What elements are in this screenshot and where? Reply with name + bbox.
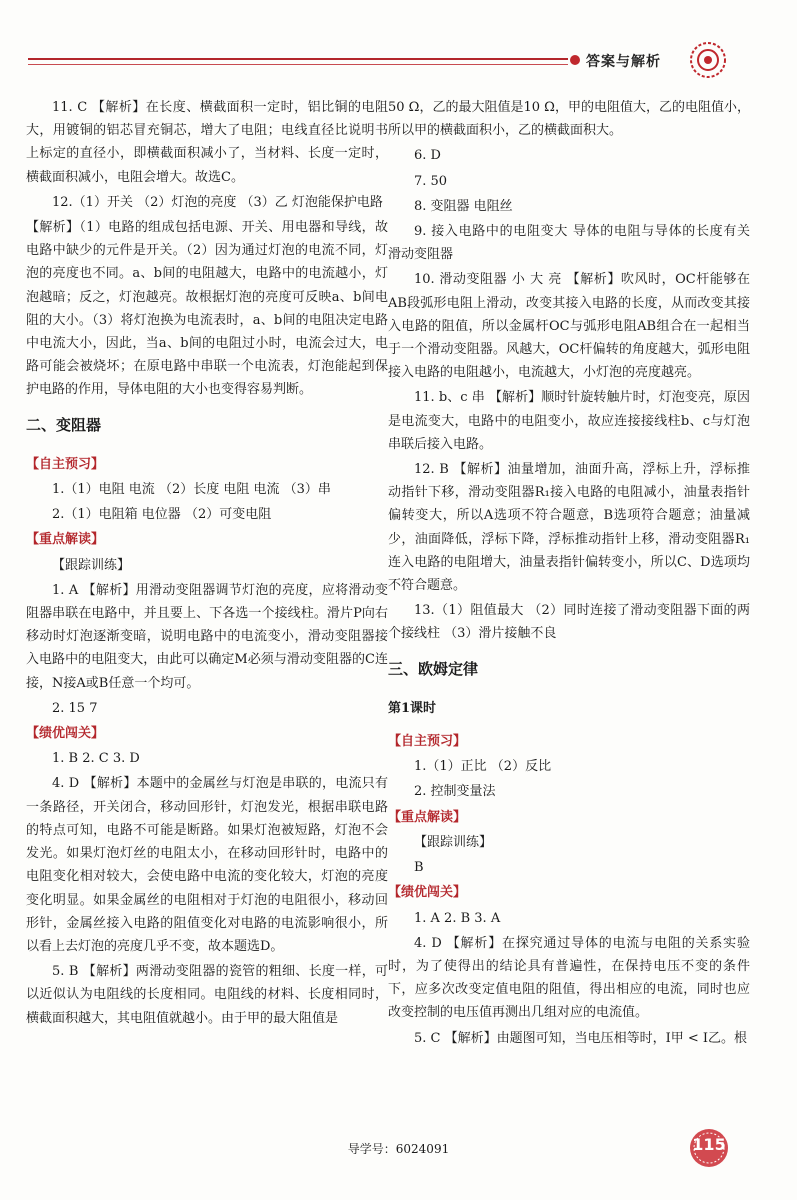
header-title: 答案与解析 bbox=[586, 54, 661, 70]
lesson-title: 第1课时 bbox=[388, 700, 437, 716]
answer-6: 6. D bbox=[414, 148, 441, 164]
section-title-rheostat: 二、变阻器 bbox=[26, 415, 102, 434]
tracking-answer-2: 2. 15 7 bbox=[52, 700, 98, 716]
guide-number: 导学号：6024091 bbox=[347, 1142, 450, 1156]
preview-answer-1-right: 1.（1）正比 （2）反比 bbox=[414, 759, 552, 775]
tracking-label-right: 【跟踪训练】 bbox=[414, 834, 493, 850]
header-rule-thin bbox=[28, 64, 568, 65]
excel-answer-4: 4. D 【解析】本题中的金属丝与灯泡是串联的，电流只有一条路径，开关闭合，移动回形针，灯泡发光，根据串联电路的特点可知，电路不可能是断路。如果灯泡被短路，灯泡不会发光。如果灯泡灯丝的电阻太小，在移动回形针时，电路中的电阻变化相对较大，会使电路中电流的变化较大，灯泡的亮度变化明显。如果金属丝的电阻相对于灯泡的电阻很小，移动回形针，金属丝接入电路的阻值变化对电路的电流影响很小，所以看上去灯泡的亮度几乎不变，故本题选D。 bbox=[26, 776, 388, 954]
answer-12-analysis: 【解析】（1）电路的组成包括电源、开关、用电器和导线，故电路中缺少的元件是开关。（2）因为通过灯泡的电流不同，灯泡的亮度也不同。a、b间的电阻越大，电路中的电流越小，灯泡越暗；反之，灯泡越亮。故根据灯泡的亮度可反映a、b间电阻的大小。（3）将灯泡换为电流表时，a、b间的电阻决定电路中电流大小，因此，当a、b间的电阻过小时，电流会过大，电路可能会被烧坏；在原电路中串联一个电流表，灯泡能起到保护电路的作用，导体电阻的大小也变得容易判断。 bbox=[26, 220, 388, 398]
excel-answers-1-3-right: 1. A 2. B 3. A bbox=[414, 910, 501, 926]
excel-answer-5: 5. B 【解析】两滑动变阻器的瓷管的粗细、长度一样，可以近似认为电阻线的长度相同。电阻线的材料、长度相同时，横截面积越大，其电阻值就越小。由于甲的最大阻值是 bbox=[26, 964, 388, 1026]
header-bullet-icon bbox=[570, 55, 580, 65]
excel-answers-1-3: 1. B 2. C 3. D bbox=[52, 751, 140, 767]
preview-answer-2-right: 2. 控制变量法 bbox=[414, 784, 496, 800]
tag-preview: 【自主预习】 bbox=[26, 456, 105, 472]
answer-13: 13.（1）阻值最大 （2）同时连接了滑动变阻器下面的两个接线柱 （3）滑片接触不良 bbox=[388, 603, 750, 642]
answer-5-continued: 50 Ω，乙的最大阻值是10 Ω，甲的电阻值大，乙的电阻值小，所以甲的横截面积小，乙的横截面积大。 bbox=[388, 100, 750, 139]
answer-11: 11. C 【解析】在长度、横截面积一定时，铝比铜的电阻大，用镀铜的铝芯冒充铜芯，增大了电阻；电线直径比说明书上标定的直径小，即横截面积减小了，当材料、长度一定时，横截面积减小，电阻会增大。故选C。 bbox=[26, 100, 388, 185]
tracking-answer-1: 1. A 【解析】用滑动变阻器调节灯泡的亮度，应将滑动变阻器串联在电路中，并且要上、下各选一个接线柱。滑片P向右移动时灯泡逐渐变暗，说明电路中的电流变小，滑动变阻器接入电路中的电阻变大，由此可以确定M必须与滑动变阻器的C连接，N接A或B任意一个均可。 bbox=[26, 582, 388, 691]
tag-key-points-right: 【重点解读】 bbox=[388, 809, 467, 825]
tag-excel: 【绩优闯关】 bbox=[26, 726, 105, 742]
right-column bbox=[388, 96, 750, 1052]
tracking-label: 【跟踪训练】 bbox=[52, 557, 131, 573]
excel-answer-4-right: 4. D 【解析】在探究通过导体的电流与电阻的关系实验时，为了使得出的结论具有普遍性，在保持电压不变的条件下，应多次改变定值电阻的阻值，得出相应的电流，同时也应改变控制的电压值再测出几组对应的电流值。 bbox=[388, 935, 750, 1021]
tag-excel-right: 【绩优闯关】 bbox=[388, 885, 467, 901]
header-emblem-icon bbox=[688, 40, 728, 80]
excel-answer-5-right: 5. C 【解析】由题图可知，当电压相等时，I甲 < I乙。根 bbox=[414, 1030, 748, 1046]
tag-key-points: 【重点解读】 bbox=[26, 532, 105, 548]
left-column bbox=[26, 96, 388, 1032]
tag-preview-right: 【自主预习】 bbox=[388, 734, 467, 750]
answer-7: 7. 50 bbox=[414, 173, 448, 189]
answer-12-right: 12. B 【解析】油量增加，油面升高，浮标上升，浮标推动指针下移，滑动变阻器R₁接入电路的电阻减小，油量表指针偏转变大，所以A选项不符合题意，B选项符合题意；油量减少，油面降低，浮标下降，浮标推动指针上移，滑动变阻器R₁连入电路的电阻增大，油量表指针偏转变小，所以C、D选项均不符合题意。 bbox=[388, 462, 750, 594]
preview-answer-1: 1.（1）电阻 电流 （2）长度 电阻 电流 （3）串 bbox=[52, 482, 331, 498]
answer-9: 9. 接入电路中的电阻变大 导体的电阻与导体的长度有关 滑动变阻器 bbox=[388, 224, 750, 263]
preview-answer-2: 2.（1）电阻箱 电位器 （2）可变电阻 bbox=[52, 507, 272, 523]
tracking-answer-right: B bbox=[414, 860, 424, 876]
section-title-ohms-law: 三、欧姆定律 bbox=[388, 659, 479, 678]
page-number: 115 bbox=[692, 1135, 726, 1154]
answer-8: 8. 变阻器 电阻丝 bbox=[414, 198, 513, 214]
answer-10: 10. 滑动变阻器 小 大 亮 【解析】吹风时，OC杆能够在AB段弧形电阻上滑动，改变其接入电路的长度，从而改变其接入电路的阻值，所以金属杆OC与弧形电阻AB组合在一起相当于一个滑动变阻器。风越大，OC杆偏转的角度越大，弧形电阻接入电路的电阻越小，电流越大，小灯泡的亮度越亮。 bbox=[388, 272, 750, 381]
header-rule bbox=[28, 58, 568, 60]
answer-11-right: 11. b、c 串 【解析】顺时针旋转触片时，灯泡变亮，原因是电流变大，电路中的电阻变小，故应连接接线柱b、c与灯泡串联后接入电路。 bbox=[388, 390, 750, 452]
answer-12: 12.（1）开关 （2）灯泡的亮度 （3）乙 灯泡能保护电路 bbox=[52, 194, 383, 210]
